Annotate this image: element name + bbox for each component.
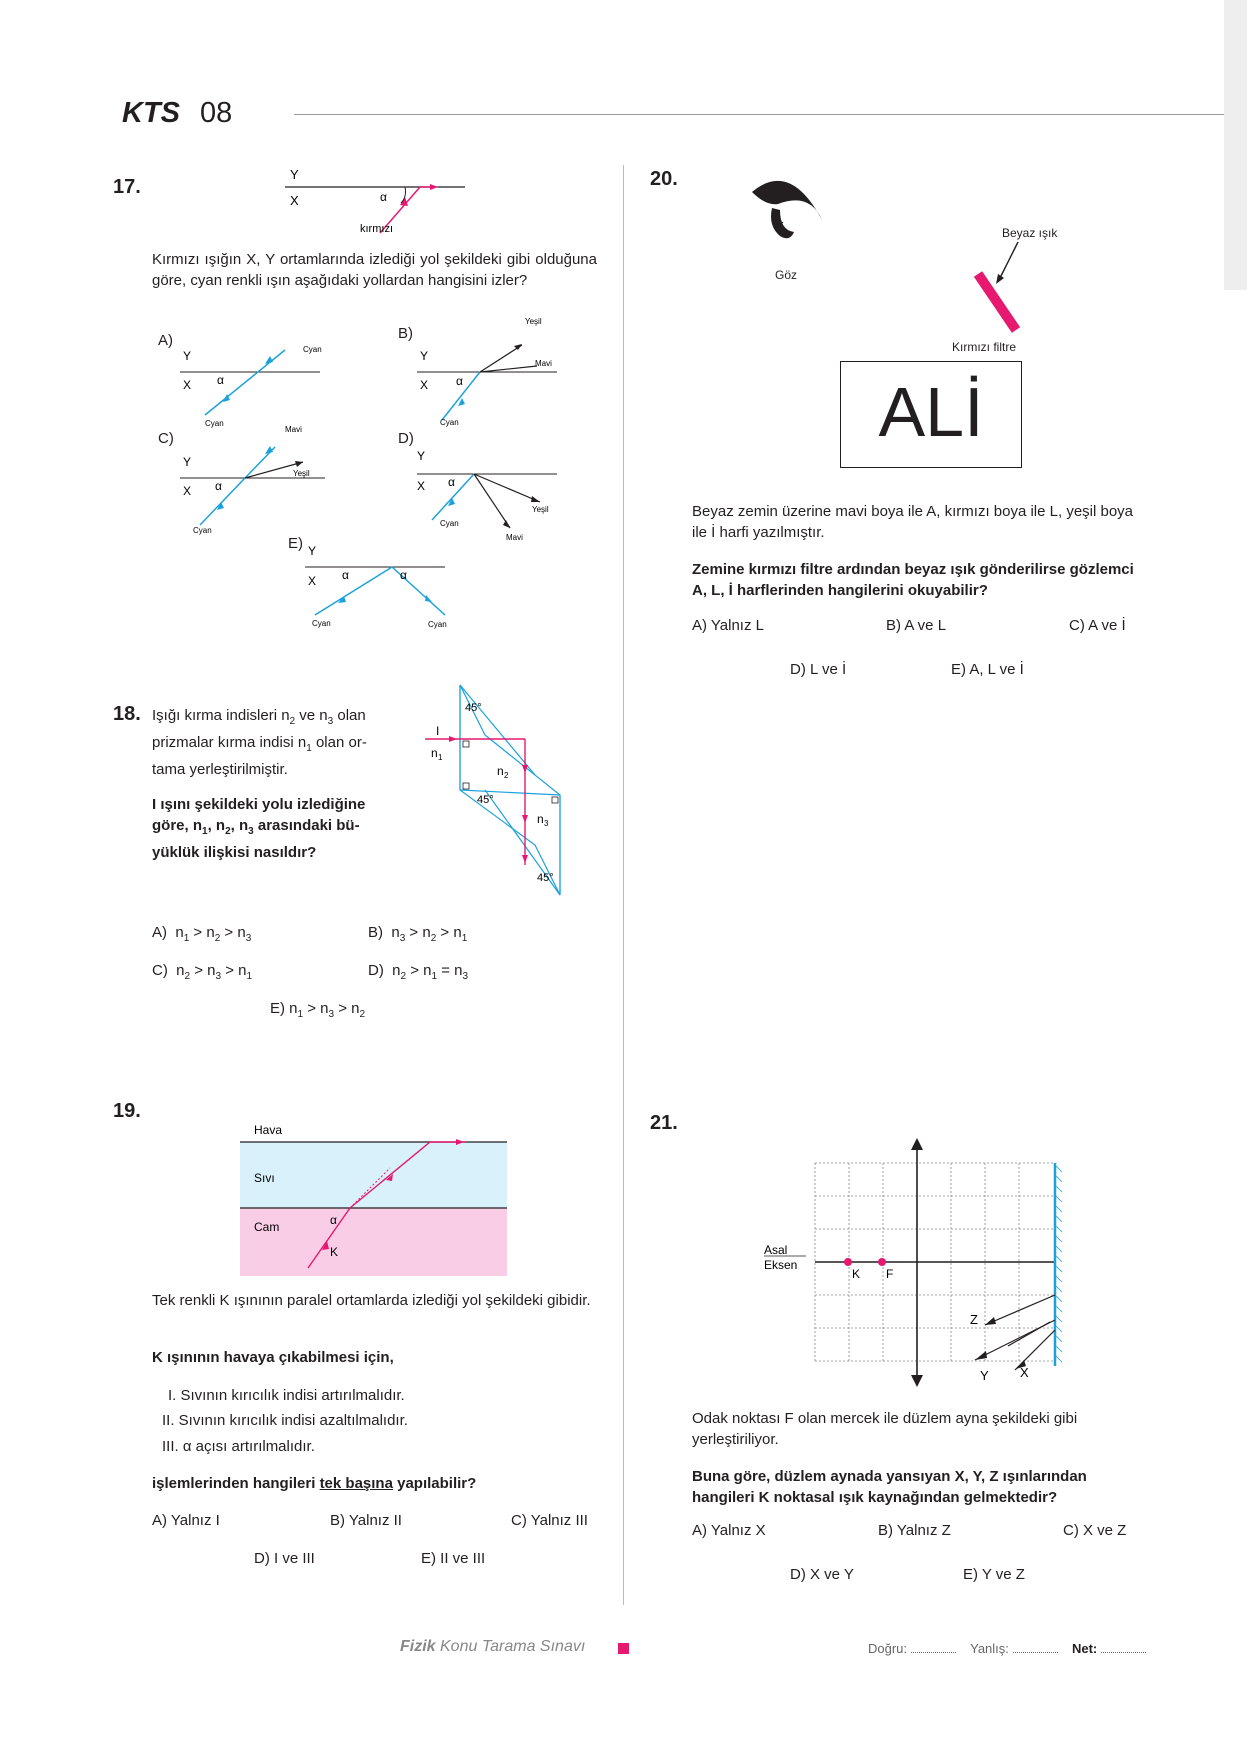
q17-fig-y: Y [290,167,299,182]
svg-text:Cyan: Cyan [428,620,447,629]
svg-text:Y: Y [308,544,317,558]
q18-prism-figure [425,675,585,905]
q21-option-d: D) X ve Y [790,1566,854,1583]
svg-text:α: α [448,475,455,489]
svg-text:K: K [330,1245,339,1259]
svg-text:I: I [436,724,440,738]
svg-text:α: α [400,568,407,582]
svg-text:α: α [217,373,224,387]
q19-question: K ışınının havaya çıkabilmesi için, [152,1349,394,1366]
svg-text:Cyan: Cyan [440,519,459,528]
q18-option-d: D) $n_2 > n_1 = n_3$ [368,962,469,982]
q21-option-b: B) Yalnız Z [878,1522,951,1539]
svg-text:Yeşil: Yeşil [532,505,549,514]
q17-opt-e-figure [300,545,460,630]
header-rule [294,114,1224,115]
q17-fig-x: X [290,193,299,208]
q17-opt-e-letter: E) [288,535,303,552]
q20-question: Zemine kırmızı filtre ardından beyaz ışık gönderilirse gözlemci A, L, İ harflerinden hangilerini okuyabilir? [692,561,1134,599]
q21-option-a: A) Yalnız X [692,1522,766,1539]
footer-square [618,1643,629,1654]
q20-option-a: A) Yalnız L [692,617,764,634]
svg-text:Cyan: Cyan [312,619,331,628]
q17-opt-a-figure [175,340,325,430]
svg-text:Mavi: Mavi [285,425,302,434]
q21-option-e: E) Y ve Z [963,1566,1025,1583]
q21-number: 21. [650,1112,678,1134]
svg-text:Y: Y [420,349,429,363]
svg-text:X: X [183,378,192,392]
q20-option-d: D) L ve İ [790,661,847,678]
q17-text: Kırmızı ışığın X, Y ortamlarında izlediği yol şekildeki gibi olduğuna göre, cyan renkli ışın aşağıdaki yollardan hangisini izler? [152,251,597,289]
q20-word: ALİ [878,373,984,451]
header-brand: KTS [122,97,180,129]
svg-text:Mavi: Mavi [535,359,552,368]
svg-text:n: n [497,764,504,778]
svg-text:Y: Y [417,449,426,463]
q19-item-2: II. Sıvının kırıcılık indisi azaltılmalıdır. [162,1412,408,1429]
q19-text: Tek renkli K ışınının paralel ortamlarda izlediği yol şekildeki gibidir. [152,1292,591,1309]
q19-option-b: B) Yalnız II [330,1512,402,1529]
q20-option-b: B) A ve L [886,617,947,634]
svg-text:Y: Y [183,349,192,363]
q20-eye-label: Göz [775,268,798,282]
footer-score: Doğru: Yanlış: Net: [868,1641,1146,1656]
svg-text:Cyan: Cyan [205,419,224,428]
q20-number: 20. [650,168,678,190]
svg-text:45°: 45° [465,702,482,714]
svg-text:X: X [417,479,426,493]
q21-option-c: C) X ve Z [1063,1522,1127,1539]
svg-text:α: α [456,374,463,388]
svg-text:Cyan: Cyan [193,526,212,535]
svg-text:Yeşil: Yeşil [525,317,542,326]
svg-text:Cam: Cam [254,1220,280,1234]
svg-text:Cyan: Cyan [303,345,322,354]
q19-figure [240,1118,510,1283]
q18-option-a: A) $n_1 > n_2 > n_3$ [152,924,252,944]
q19-item-3: III. α açısı artırılmalıdır. [162,1438,315,1455]
column-divider [623,165,624,1605]
q20-light-filter-figure [960,238,1040,338]
svg-text:K: K [852,1267,861,1281]
q19-option-e: E) II ve III [421,1550,486,1567]
svg-text:α: α [330,1213,337,1227]
svg-text:X: X [420,378,429,392]
svg-text:X: X [183,484,192,498]
q19-number: 19. [113,1100,141,1122]
q20-text: Beyaz zemin üzerine mavi boya ile A, kırmızı boya ile L, yeşil boya ile İ harfi yazılmıştır. [692,503,1134,541]
q17-opt-a-letter: A) [158,332,173,349]
q17-figure [280,165,480,240]
svg-text:Cyan: Cyan [440,418,459,427]
q21-lens-mirror-figure [764,1130,1070,1395]
q18-option-e: E) $n_1 > n_3 > n_2$ [270,1000,366,1020]
svg-text:Yeşil: Yeşil [293,469,310,478]
q17-opt-d-figure [412,440,562,545]
q19-item-1: I. Sıvının kırıcılık indisi artırılmalıdır. [168,1387,405,1404]
svg-text:n: n [431,746,438,760]
q17-opt-c-letter: C) [158,430,174,447]
svg-text:2: 2 [504,771,509,780]
svg-text:Mavi: Mavi [506,533,523,542]
q17-opt-c-figure [175,420,335,535]
svg-text:α: α [215,479,222,493]
svg-text:1: 1 [438,753,443,762]
svg-text:Asal: Asal [764,1243,788,1257]
q19-option-c: C) Yalnız III [511,1512,588,1529]
q17-opt-b-figure [412,310,562,430]
q20-light-label: Beyaz ışık [1002,226,1058,240]
q18-number: 18. [113,703,141,725]
footer-title: Fizik Konu Tarama Sınavı [400,1638,586,1655]
svg-text:3: 3 [544,819,549,828]
svg-text:Hava: Hava [254,1123,283,1137]
q18-option-b: B) $n_3 > n_2 > n_1$ [368,924,468,944]
q20-option-e: E) A, L ve İ [951,661,1024,678]
q20-option-c: C) A ve İ [1069,617,1126,634]
q19-final: işlemlerinden hangileri tek başına yapılabilir? [152,1475,477,1492]
edge-strip [1224,0,1247,290]
svg-text:Z: Z [970,1312,978,1327]
svg-text:45°: 45° [537,872,554,884]
svg-text:X: X [308,574,317,588]
q20-filter-label: Kırmızı filtre [952,340,1017,354]
q17-number: 17. [113,176,141,198]
q21-text: Odak noktası F olan mercek ile düzlem ayna şekildeki gibi yerleştiriliyor. [692,1410,1078,1448]
q17-fig-ray: kırmızı [360,223,393,235]
q17-fig-alpha: α [380,190,387,204]
q17-opt-b-letter: B) [398,325,413,342]
q19-option-d: D) I ve III [254,1550,315,1567]
svg-text:X: X [1020,1365,1029,1380]
svg-text:Eksen: Eksen [764,1258,798,1272]
svg-text:Y: Y [980,1368,989,1383]
svg-text:Sıvı: Sıvı [254,1171,275,1185]
q18-option-c: C) $n_2 > n_3 > n_1$ [152,962,253,982]
svg-text:F: F [886,1267,894,1281]
svg-text:Y: Y [183,455,192,469]
header-number: 08 [200,97,233,129]
q19-option-a: A) Yalnız I [152,1512,220,1529]
svg-text:n: n [537,812,544,826]
svg-text:α: α [342,568,349,582]
q17-opt-d-letter: D) [398,430,414,447]
q21-question: Buna göre, düzlem aynada yansıyan X, Y, Z ışınlarından hangileri K noktasal ışık kaynağından gelmektedir? [692,1468,1087,1506]
q18-text: Işığı kırma indisleri $n_2$ ve $n_3$ olan prizmalar kırma indisi $n_1$ olan or- tama yerleştirilmiştir. I ışını şekildeki yolu izlediğine göre, $n_1$, $n_2$, $n_3$ arasındaki bü- yüklük ilişkisi nasıldır? [152,707,367,861]
svg-text:45°: 45° [477,794,494,806]
q20-eye-icon [750,170,830,260]
